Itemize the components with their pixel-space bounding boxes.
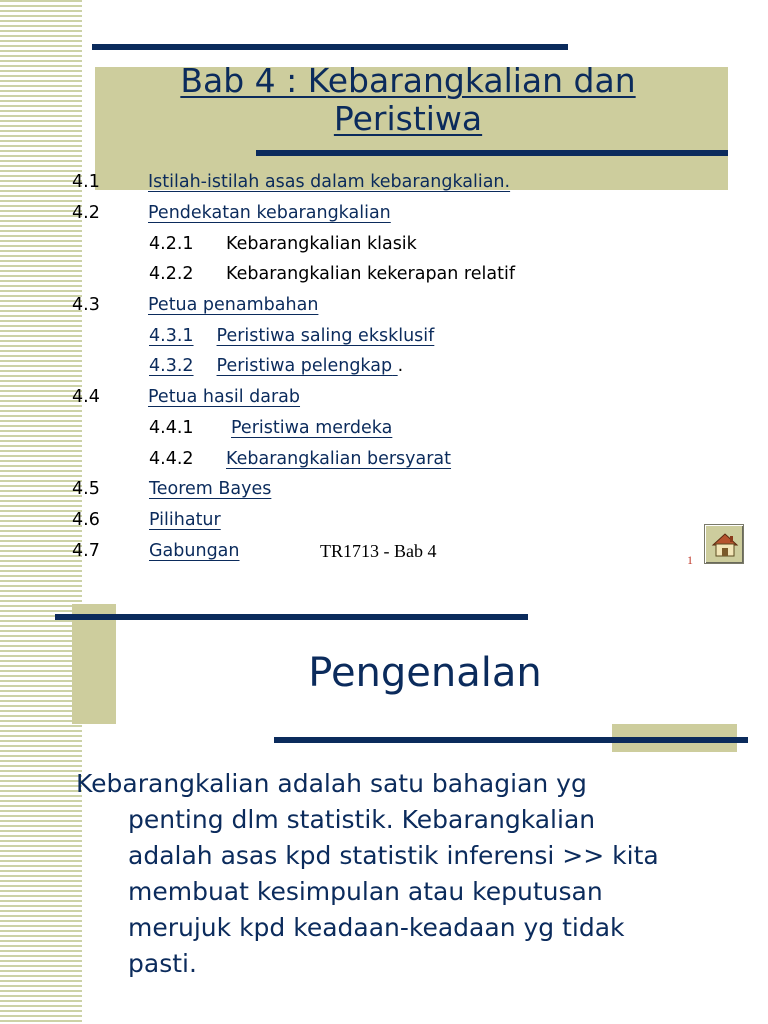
- toc-num: 4.2.1: [149, 234, 194, 254]
- toc-text-4-2-1: Kebarangkalian klasik: [226, 234, 417, 254]
- toc-num: 4.2: [72, 203, 100, 223]
- toc-link-4-1[interactable]: Istilah-istilah asas dalam kebarangkalian.: [148, 172, 511, 192]
- paragraph-line-6: pasti.: [128, 949, 197, 978]
- toc-suffix: .: [397, 356, 404, 376]
- toc-link-4-4[interactable]: Petua hasil darab: [148, 387, 301, 407]
- toc-row-4-3-2: [149, 354, 403, 378]
- toc-num: 4.4.2: [149, 449, 194, 469]
- slide1-title-line2: Peristiwa: [333, 99, 483, 138]
- toc-num: 4.5: [72, 479, 100, 499]
- paragraph-line-2: penting dlm statistik. Kebarangkalian: [128, 805, 596, 834]
- slide1-title-line1: Bab 4 : Kebarangkalian dan: [180, 61, 636, 100]
- paragraph-line-5: merujuk kpd keadaan-keadaan yg tidak: [128, 913, 625, 942]
- title-top-rule: [92, 44, 568, 50]
- toc-link-4-5[interactable]: Teorem Bayes: [149, 479, 272, 499]
- slide2-top-rule: [55, 614, 528, 620]
- slide-footer: TR1713 - Bab 4: [320, 541, 437, 561]
- toc-link-4-3[interactable]: Petua penambahan: [148, 295, 319, 315]
- toc-num: 4.2.2: [149, 264, 194, 284]
- toc-num: 4.3.2: [149, 356, 194, 376]
- toc-text: Peristiwa saling eksklusif: [216, 326, 435, 346]
- home-button[interactable]: [704, 524, 744, 564]
- paragraph-line-3: adalah asas kpd statistik inferensi >> kita: [128, 841, 659, 870]
- toc-link-4-2[interactable]: Pendekatan kebarangkalian: [148, 203, 391, 223]
- toc-text: Peristiwa pelengkap: [216, 356, 393, 376]
- toc-link-4-7[interactable]: Gabungan: [149, 541, 240, 561]
- toc-num: 4.3.1: [149, 326, 194, 346]
- slide2-olive-block-left: [72, 604, 116, 724]
- toc-num: 4.1: [72, 172, 100, 192]
- title-bottom-rule: [256, 150, 728, 156]
- paragraph-line-1: Kebarangkalian adalah satu bahagian yg: [76, 769, 587, 798]
- page-number: 1: [687, 553, 693, 567]
- toc-num: 4.6: [72, 510, 100, 530]
- toc-text-4-2-2: Kebarangkalian kekerapan relatif: [226, 264, 515, 284]
- left-stripe-decoration: [0, 0, 82, 1024]
- toc-link-4-6[interactable]: Pilihatur: [149, 510, 221, 530]
- paragraph-line-4: membuat kesimpulan atau keputusan: [128, 877, 603, 906]
- toc-row-4-3-1: [149, 324, 434, 348]
- slide2-title: Pengenalan: [308, 650, 542, 696]
- toc-link-4-3-2[interactable]: [149, 356, 398, 376]
- toc-link-4-3-1[interactable]: [149, 326, 434, 346]
- toc-link-4-4-1[interactable]: Peristiwa merdeka: [231, 418, 393, 438]
- toc-num: 4.7: [72, 541, 100, 561]
- slide2-bottom-rule: [274, 737, 748, 743]
- toc-num: 4.4: [72, 387, 100, 407]
- home-icon: [711, 531, 739, 559]
- slide2-paragraph: [76, 766, 716, 982]
- toc-num: 4.3: [72, 295, 100, 315]
- toc-link-4-4-2[interactable]: Kebarangkalian bersyarat: [226, 449, 452, 469]
- toc-num: 4.4.1: [149, 418, 194, 438]
- slide1-title: [120, 62, 696, 138]
